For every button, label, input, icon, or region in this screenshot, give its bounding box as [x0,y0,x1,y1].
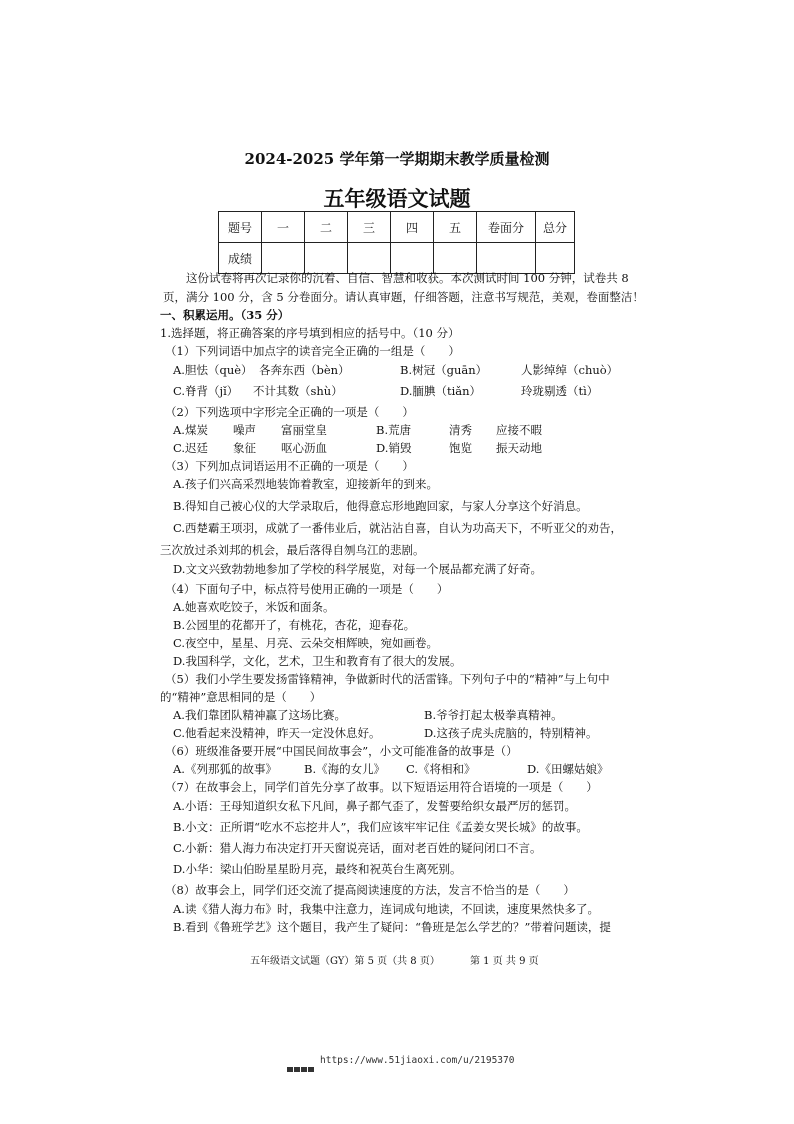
watermark-url[interactable]: https://www.51jiaoxi.com/u/2195370 [320,1055,515,1066]
q1-2-option-d: D.销毁 [376,441,412,455]
q1-1-option-b-2: 人影绰绰（chuò） [521,363,619,377]
q1-8-option-a: A.读《猎人海力布》时，我集中注意力，连词成句地读，不回读，速度果然快多了。 [173,902,599,916]
q1-4-option-a: A.她喜欢吃饺子，米饭和面条。 [173,600,335,614]
exam-subtitle: 五年级语文试题 [323,186,471,211]
q1-8-option-b: B.看到《鲁班学艺》这个题目，我产生了疑问：“鲁班是怎么学艺的？”带着问题读，提 [173,920,611,934]
q1-1-stem: （1）下列词语中加点字的读音完全正确的一组是（ ） [165,344,460,358]
q1-5-option-c: C.他看起来没精神，昨天一定没休息好。 [173,726,381,740]
q1-6-stem: （6）班级准备要开展“中国民间故事会”，小文可能准备的故事是（） [165,744,518,758]
q1-1-option-c: C.脊背（jǐ） [173,384,239,398]
q1-3-option-c-line-1: C.西楚霸王项羽，成就了一番伟业后，就沾沾自喜，自认为功高天下，不听亚父的劝告， [173,521,623,535]
exam-title: 2024-2025 学年第一学期期末教学质量检测 [244,150,550,168]
q1-2-option-a: A.煤炭 [173,423,208,437]
q1-1-option-c-2: 不计其数（shù） [253,384,343,398]
q1-5-option-b: B.爷爷打起太极拳真精神。 [424,708,563,722]
q1-7-option-c: C.小新：猎人海力布决定打开天窗说亮话，面对老百姓的疑问闭口不言。 [173,841,542,855]
q1-4-stem: （4）下面句子中，标点符号使用正确的一项是（ ） [165,582,449,596]
footer-right: 第 1 页 共 9 页 [470,956,539,967]
q1-4-option-c: C.夜空中，星星、月亮、云朵交相辉映，宛如画卷。 [173,636,439,650]
q1-2-option-b-2: 清秀 [449,423,472,437]
q1-2-option-d-3: 振天动地 [496,441,542,455]
q1-8-stem: （8）故事会上，同学们还交流了提高阅读速度的方法，发言不恰当的是（ ） [165,883,575,897]
intro-line-1: 这份试卷将再次记录你的沉着、自信、智慧和收获。本次测试时间 100 分钟，试卷共 8 [186,271,629,285]
footer-left: 五年级语文试题（GY）第 5 页（共 8 页） [250,956,440,967]
q1-1-option-b: B.树冠（guān） [400,363,488,377]
q1-5-stem-line-1: （5）我们小学生要发扬雷锋精神，争做新时代的活雷锋。下列句子中的“精神”与上句中 [165,672,610,686]
q1-7-option-b: B.小文：正所谓“吃水不忘挖井人”，我们应该牢牢记住《孟姜女哭长城》的故事。 [173,820,588,834]
q1-3-stem: （3）下列加点词语运用不正确的一项是（ ） [165,459,414,473]
logo-icon [287,1066,315,1073]
intro-line-2: 页，满分 100 分，含 5 分卷面分。请认真审题，仔细答题，注意书写规范，美观，卷面整洁！ [163,290,644,304]
score-header-cell: 二 [305,212,348,243]
q1-3-option-c-line-2: 三次放过杀刘邦的机会，最后落得自刎乌江的悲剧。 [160,543,425,557]
score-header-cell: 四 [391,212,434,243]
q1-4-option-d: D.我国科学，文化，艺术，卫生和教育有了很大的发展。 [173,654,462,668]
q1-2-option-b-3: 应接不暇 [496,423,542,437]
q1-2-option-c: C.迟廷 [173,441,209,455]
q1-3-option-b: B.得知自己被心仪的大学录取后，他得意忘形地跑回家，与家人分享这个好消息。 [173,499,588,513]
q1-1-option-d-2: 玲珑剔透（tì） [521,384,599,398]
q1-2-stem: （2）下列选项中字形完全正确的一项是（ ） [165,405,414,419]
q1-7-option-a: A.小语：王母知道织女私下凡间，鼻子都气歪了，发誓要给织女最严厉的惩罚。 [173,799,576,813]
q1-6-option-b: B.《海的女儿》 [304,762,386,776]
score-table [218,211,575,274]
q1-6-option-a: A.《列那狐的故事》 [173,762,277,776]
q1-3-option-a: A.孩子们兴高采烈地装饰着教室，迎接新年的到来。 [173,477,438,491]
q1-1-option-a: A.胆怯（què） [173,363,253,377]
q1-5-option-d: D.这孩子虎头虎脑的，特别精神。 [424,726,598,740]
q1-7-stem: （7）在故事会上，同学们首先分享了故事。以下短语运用符合语境的一项是（ ） [165,780,598,794]
q1-2-option-b: B.荒唐 [376,423,412,437]
question-1-title: 1.选择题，将正确答案的序号填到相应的括号中。（10 分） [160,326,460,340]
watermark-logo [287,1058,315,1065]
q1-6-option-d: D.《田螺姑娘》 [527,762,609,776]
q1-5-stem-line-2: 的“精神”意思相同的是（ ） [160,690,322,704]
score-table-header-row [219,212,575,243]
q1-2-option-c-2: 象征 [233,441,256,455]
q1-2-option-c-3: 呕心沥血 [281,441,327,455]
q1-3-option-d: D.文文兴致勃勃地参加了学校的科学展览，对每一个展品都充满了好奇。 [173,562,542,576]
q1-1-option-d: D.腼腆（tiǎn） [400,384,482,398]
score-row-label: 成绩 [219,243,262,274]
score-header-cell: 总分 [536,212,575,243]
q1-2-option-a-3: 富丽堂皇 [281,423,327,437]
section-title: 一、积累运用。（35 分） [160,308,290,322]
q1-5-option-a: A.我们靠团队精神赢了这场比赛。 [173,708,346,722]
score-header-cell: 三 [348,212,391,243]
score-header-cell: 卷面分 [477,212,536,243]
score-header-cell: 五 [434,212,477,243]
q1-2-option-a-2: 噪声 [233,423,256,437]
score-header-cell: 题号 [219,212,262,243]
q1-2-option-d-2: 饱览 [449,441,472,455]
score-header-cell: 一 [262,212,305,243]
q1-4-option-b: B.公园里的花都开了，有桃花，杏花，迎春花。 [173,618,416,632]
q1-7-option-d: D.小华：梁山伯盼星星盼月亮，最终和祝英台生离死别。 [173,862,462,876]
q1-1-option-a-2: 各奔东西（bèn） [259,363,350,377]
q1-6-option-c: C.《将相和》 [406,762,476,776]
